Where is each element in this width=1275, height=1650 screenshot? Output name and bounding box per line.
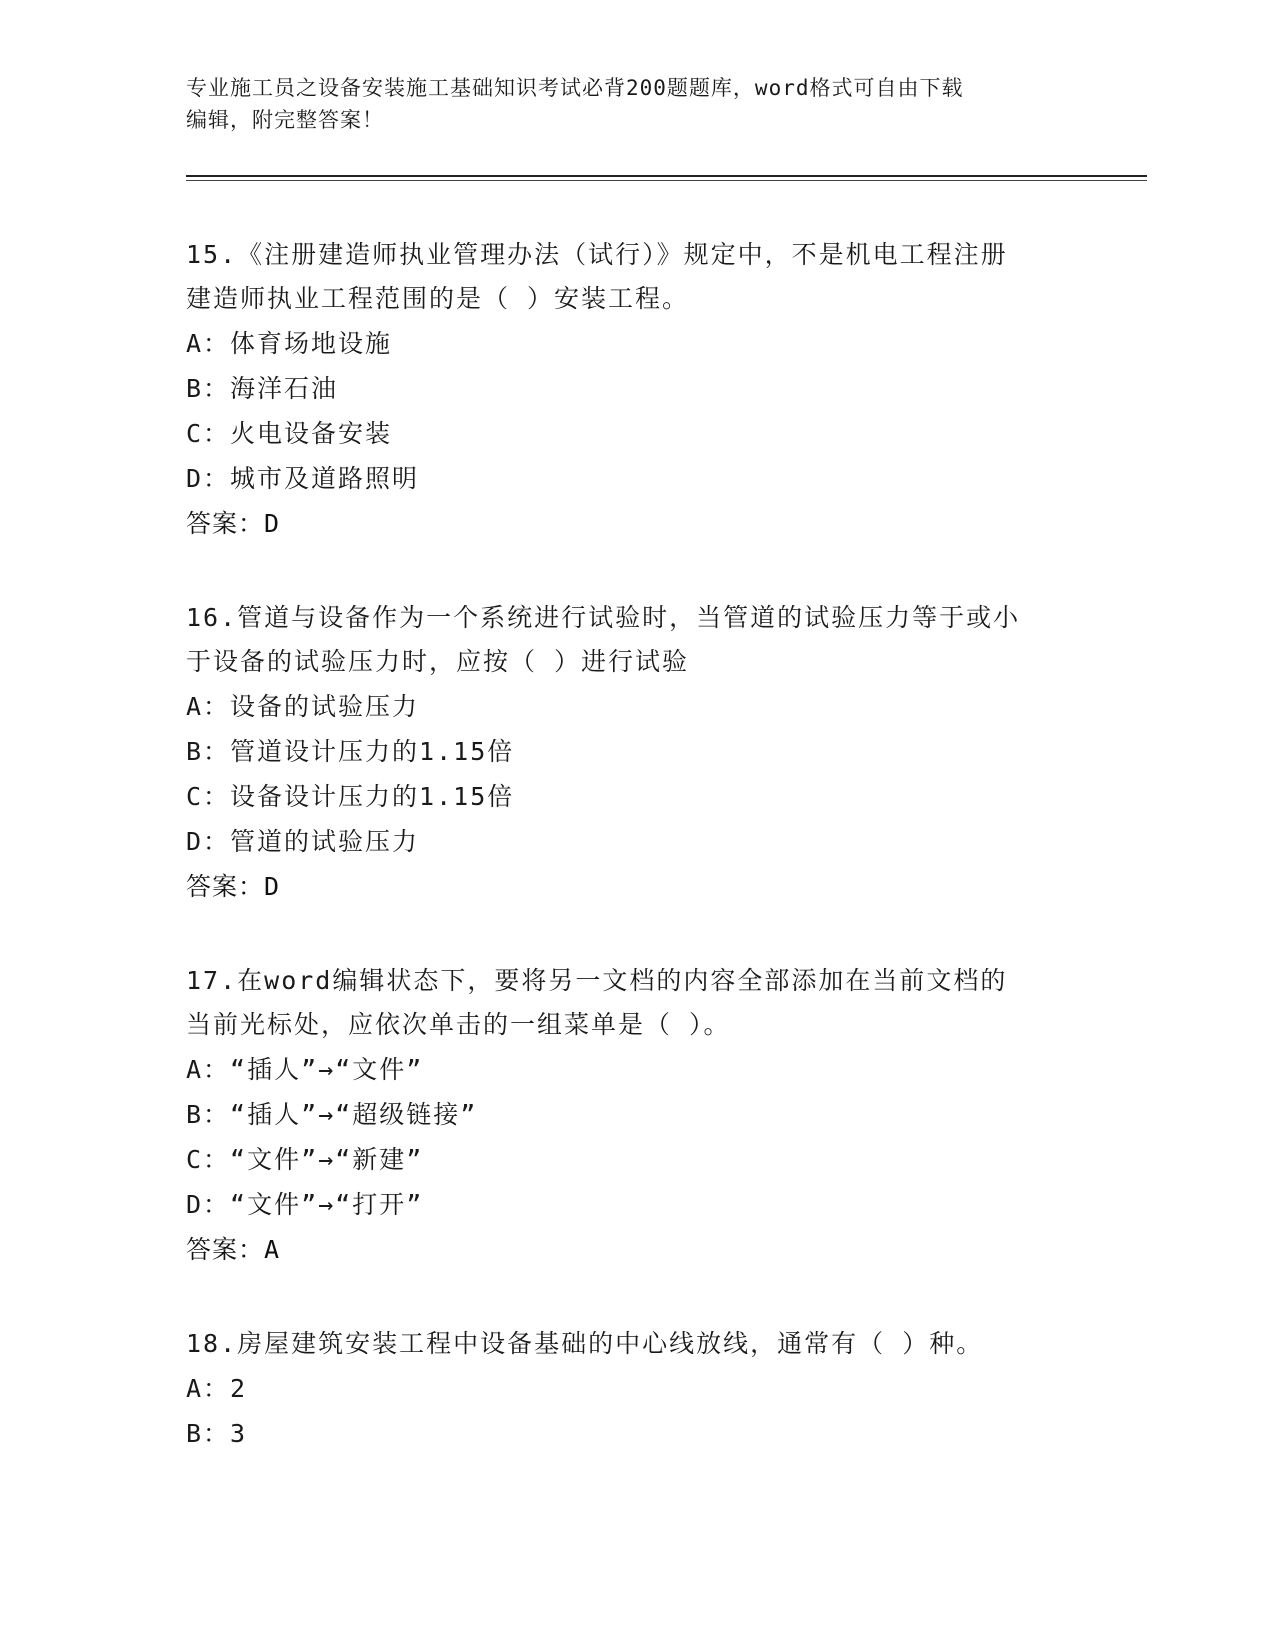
question-stem-line: 15.《注册建造师执业管理办法（试行）》规定中，不是机电工程注册 — [186, 240, 1008, 269]
question-stem-line: 建造师执业工程范围的是（ ）安装工程。 — [186, 284, 690, 313]
option-b: B：3 — [186, 1419, 248, 1448]
answer-text: 答案：D — [186, 509, 281, 538]
header-divider-thin — [186, 180, 1147, 181]
option-b: B：管道设计压力的1.15倍 — [186, 737, 515, 766]
option-c: C：“文件”→“新建” — [186, 1145, 424, 1174]
question-stem-line: 于设备的试验压力时，应按（ ）进行试验 — [186, 647, 690, 676]
header-line-2: 编辑，附完整答案！ — [186, 108, 384, 132]
option-a: A：2 — [186, 1374, 248, 1403]
option-d: D：“文件”→“打开” — [186, 1190, 424, 1219]
answer-text: 答案：D — [186, 872, 281, 901]
option-b: B：“插人”→“超级链接” — [186, 1100, 478, 1129]
header-line-1: 专业施工员之设备安装施工基础知识考试必背200题题库，word格式可自由下载 — [186, 76, 964, 100]
option-a: A：体育场地设施 — [186, 329, 393, 358]
question-stem-line: 16.管道与设备作为一个系统进行试验时，当管道的试验压力等于或小 — [186, 603, 1021, 632]
document-header — [186, 72, 1066, 136]
answer-text: 答案：A — [186, 1235, 281, 1264]
question-16 — [186, 596, 1086, 909]
question-stem-line: 当前光标处，应依次单击的一组菜单是（ ）。 — [186, 1010, 731, 1039]
option-b: B：海洋石油 — [186, 374, 339, 403]
question-15 — [186, 233, 1086, 546]
option-d: D：管道的试验压力 — [186, 827, 420, 856]
option-a: A：“插人”→“文件” — [186, 1055, 424, 1084]
option-c: C：设备设计压力的1.15倍 — [186, 782, 515, 811]
question-stem-line: 18.房屋建筑安装工程中设备基础的中心线放线，通常有（ ）种。 — [186, 1329, 984, 1358]
option-a: A：设备的试验压力 — [186, 692, 420, 721]
header-divider-thick — [186, 175, 1147, 177]
question-17 — [186, 959, 1086, 1272]
question-stem — [186, 233, 1086, 321]
question-stem — [186, 1322, 1086, 1366]
question-stem — [186, 596, 1086, 684]
question-18 — [186, 1322, 1086, 1456]
option-d: D：城市及道路照明 — [186, 464, 420, 493]
option-c: C：火电设备安装 — [186, 419, 393, 448]
question-stem-line: 17.在word编辑状态下，要将另一文档的内容全部添加在当前文档的 — [186, 966, 1008, 995]
question-stem — [186, 959, 1086, 1047]
